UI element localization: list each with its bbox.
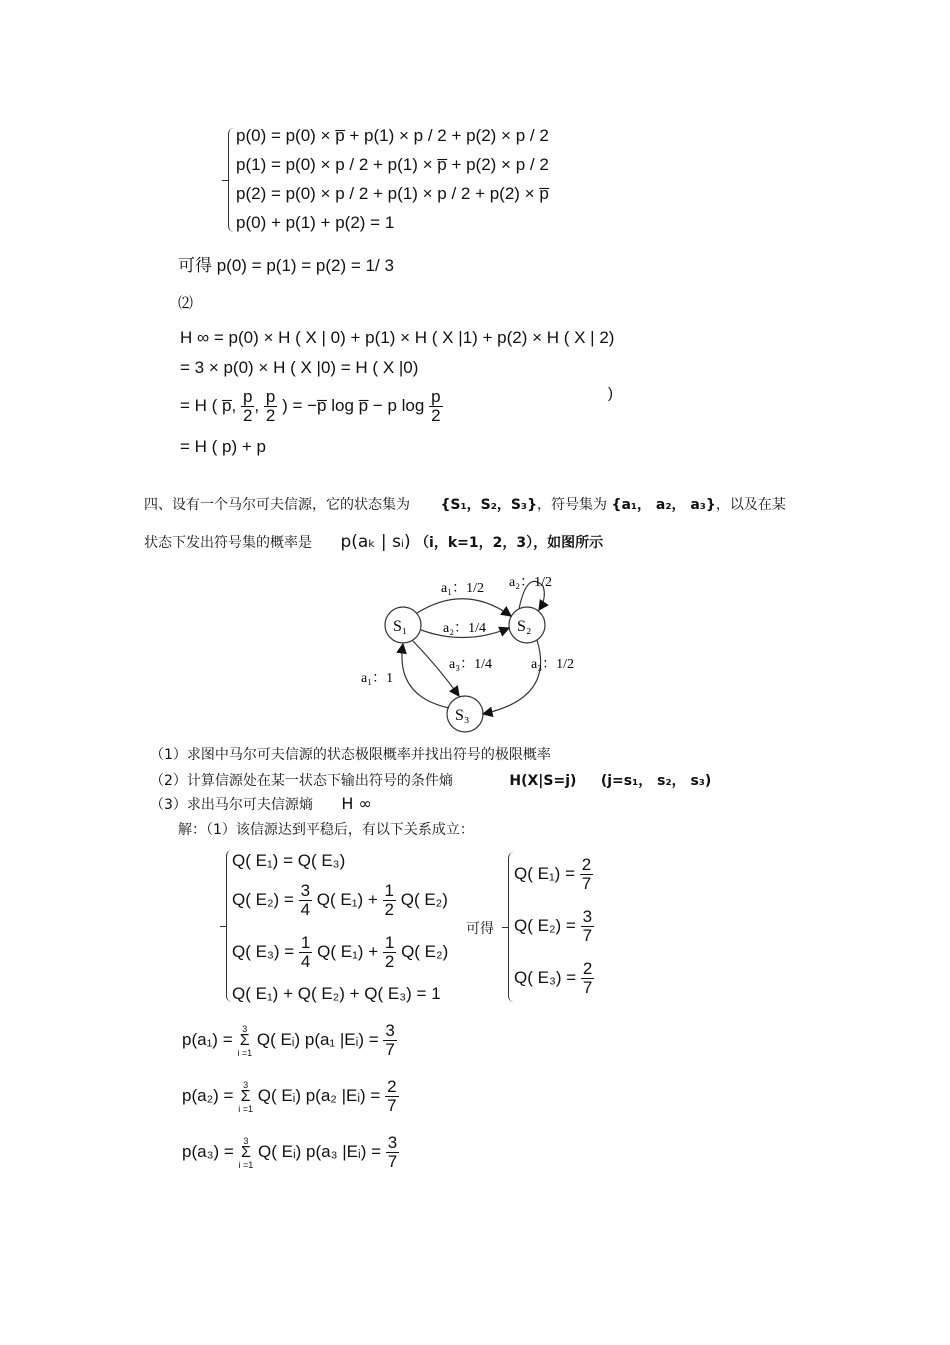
result-label: 可得 [466, 921, 494, 937]
problem-statement: 四、设有一个马尔可夫信源，它的状态集为 {S₁，S₂，S₃}，符号集为 {a₁， a₂， a₃}，以及在某 [144, 497, 786, 513]
equation-line: Q( E₃) = $\frac{1}{4}$ Q( E₁) + $\frac{1}{2}$ Q( E₂) [232, 933, 449, 971]
equation-line: p(2) = p(0) × p / 2 + p(1) × p / 2 + p(2) × p̅ [236, 184, 549, 203]
part-label: ⑵ [178, 295, 194, 312]
state-label: S₃ [455, 707, 470, 724]
edge-label: a₁：1/2 [441, 581, 484, 596]
problem-statement: 状态下发出符号集的概率是 p(aₖ | sᵢ) （i，k=1，2，3），如图所示 [144, 532, 604, 552]
edge-label: a₃：1/4 [449, 657, 492, 672]
entropy-line: = 3 × p(0) × H ( X |0) = H ( X |0) [180, 358, 419, 377]
symbol-probability: p(a₂) = 3 Σ i =1 Q( Eᵢ) p(a₂ |Eᵢ) = $\frac{2}{7}$ [182, 1077, 397, 1115]
result-line: Q( E₃) = $\frac{2}{7}$ [514, 959, 593, 997]
edge-s1-s2-a1 [417, 599, 511, 616]
equation-brace-2 [226, 850, 235, 1002]
equation-line: p(0) = p(0) × p̅ + p(1) × p / 2 + p(2) × p / 2 [236, 126, 549, 145]
markov-state-diagram [355, 568, 595, 736]
result-line: Q( E₂) = $\frac{3}{7}$ [514, 907, 593, 945]
symbol-probability: p(a₁) = 3 Σ i =1 Q( Eᵢ) p(a₁ |Eᵢ) = $\frac{3}{7}$ [182, 1021, 395, 1059]
equation-line: Q( E₁) = Q( E₃) [232, 851, 346, 870]
state-label: S₂ [517, 618, 532, 635]
question-3: （3）求出马尔可夫信源熵 H ∞ [150, 794, 372, 813]
edge-label: a₂：1/2 [509, 575, 552, 590]
edge-label: a₂：1/4 [443, 621, 486, 636]
entropy-line: = H ( p̅, $\frac{p}{2}$ , $\frac{p}{2}$ ) = −p̅ log p̅ − p log $\frac{p}{2}$ [180, 387, 441, 425]
stray-paren: ) [608, 385, 613, 402]
result-line: 可得 p(0) = p(1) = p(2) = 1/ 3 [178, 256, 394, 275]
entropy-line: H ∞ = p(0) × H ( X | 0) + p(1) × H ( X |1) + p(2) × H ( X | 2) [180, 328, 615, 347]
equation-line: p(1) = p(0) × p / 2 + p(1) × p̅ + p(2) × p / 2 [236, 155, 549, 174]
state-label: S₁ [393, 618, 408, 635]
solution-intro: 解：（1）该信源达到平稳后，有以下关系成立： [178, 822, 474, 838]
question-2: （2）计算信源处在某一状态下输出符号的条件熵 H(X|S=j) (j=s₁， s₂， s₃) [150, 773, 712, 789]
edge-label: a₃：1/2 [531, 657, 574, 672]
entropy-line: = H ( p) + p [180, 437, 266, 456]
equation-line: p(0) + p(1) + p(2) = 1 [236, 213, 395, 232]
edge-label: a₁：1 [361, 671, 394, 686]
equation-line: Q( E₁) + Q( E₂) + Q( E₃) = 1 [232, 984, 441, 1003]
question-1: （1）求图中马尔可夫信源的状态极限概率并找出符号的极限概率 [150, 747, 551, 763]
result-line: Q( E₁) = $\frac{2}{7}$ [514, 855, 592, 893]
equation-line: Q( E₂) = $\frac{3}{4}$ Q( E₁) + $\frac{1}{2}$ Q( E₂) [232, 881, 448, 919]
edge-s2-s3-a3 [483, 640, 541, 714]
symbol-probability: p(a₃) = 3 Σ i =1 Q( Eᵢ) p(a₃ |Eᵢ) = $\frac{3}{7}$ [182, 1133, 398, 1171]
